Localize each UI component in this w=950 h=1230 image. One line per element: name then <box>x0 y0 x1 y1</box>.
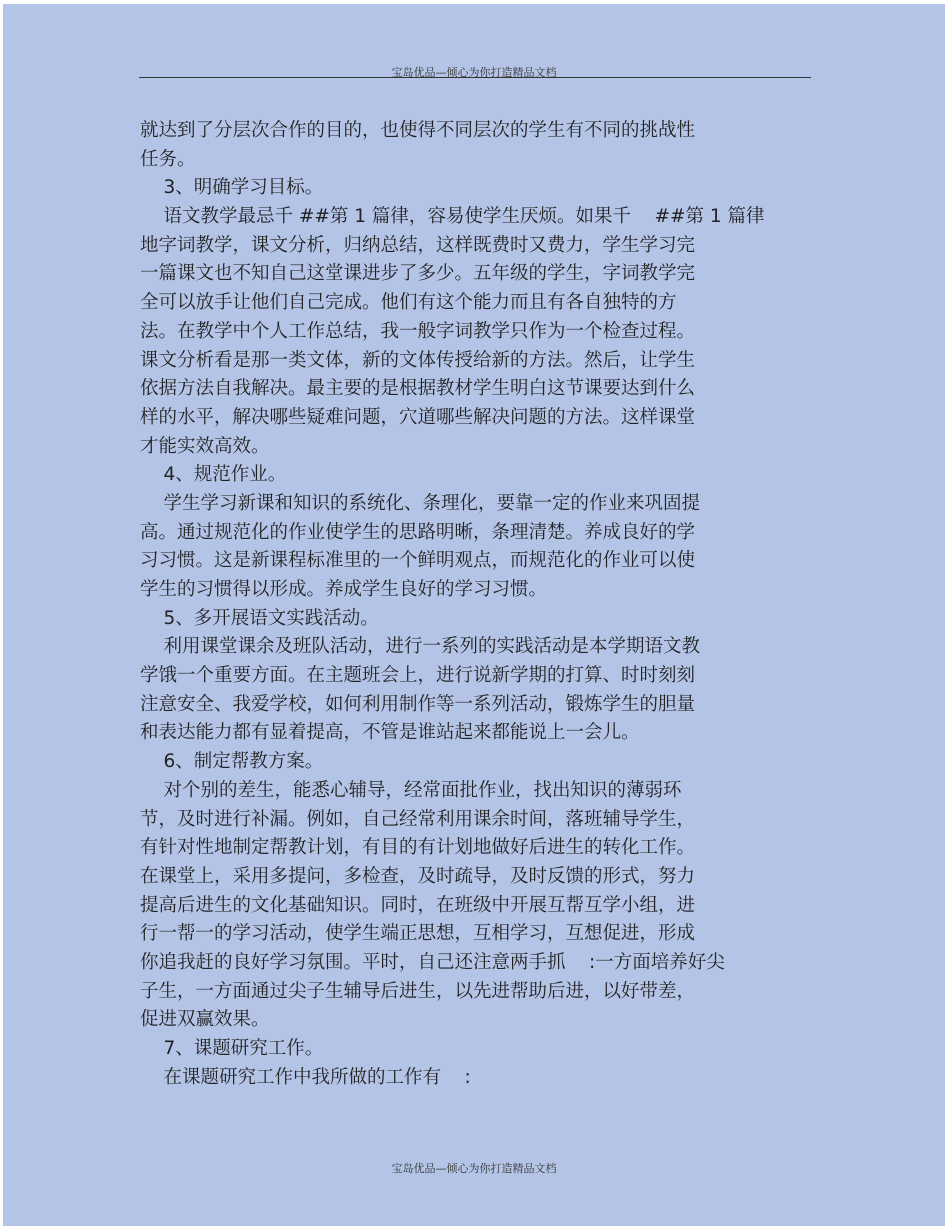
text-line: 有针对性地制定帮教计划，有目的有计划地做好后进生的转化工作。 <box>140 837 696 859</box>
text-line: 子生，一方面通过尖子生辅导后进生，以先进帮助后进，以好带差， <box>140 980 696 1002</box>
text-line: 地字词教学，课文分析，归纳总结，这样既费时又费力，学生学习完 <box>140 234 696 256</box>
text-line: 高。通过规范化的作业使学生的思路明晰，条理清楚。养成良好的学 <box>140 521 696 543</box>
section-heading: 3、明确学习目标。 <box>140 177 324 199</box>
text-line: 和表达能力都有显着提高，不管是谁站起来都能说上一会儿。 <box>140 722 640 744</box>
text-line: 依据方法自我解决。最主要的是根据教材学生明白这节课要达到什么 <box>140 378 696 400</box>
text-line: 全可以放手让他们自己完成。他们有这个能力而且有各自独特的方 <box>140 292 677 314</box>
document-page <box>3 4 945 1226</box>
page-header: 宝岛优品—倾心为你打造精品文档 <box>391 66 557 79</box>
section-heading: 6、制定帮教方案。 <box>140 751 324 773</box>
text-line: 节，及时进行补漏。例如，自己经常利用课余时间，落班辅导学生， <box>140 808 696 830</box>
section-heading: 4、规范作业。 <box>140 464 287 486</box>
text-line: 就达到了分层次合作的目的，也使得不同层次的学生有不同的挑战性 <box>140 120 696 141</box>
text-line: 习习惯。这是新课程标准里的一个鲜明观点，而规范化的作业可以使 <box>140 550 696 572</box>
text-line: 注意安全、我爱学校，如何利用制作等一系列活动，锻炼学生的胆量 <box>140 693 696 715</box>
text-line: 提高后进生的文化基础知识。同时，在班级中开展互帮互学小组，进 <box>140 894 696 916</box>
text-line: 样的水平，解决哪些疑难问题，穴道哪些解决问题的方法。这样课堂 <box>140 406 696 428</box>
text-line: 对个别的差生，能悉心辅导，经常面批作业，找出知识的薄弱环 <box>140 779 682 801</box>
section-heading: 7、课题研究工作。 <box>140 1038 324 1059</box>
text-line: 在课题研究工作中我所做的工作有 : <box>140 1066 471 1088</box>
text-line: 学生的习惯得以形成。养成学生良好的学习习惯。 <box>140 579 548 600</box>
text-line: 语文教学最忌千 ##第 1 篇律，容易使学生厌烦。如果千 ##第 1 篇律 <box>140 206 765 228</box>
text-line: 学饿一个重要方面。在主题班会上，进行说新学期的打算、时时刻刻 <box>140 665 696 687</box>
text-line: 利用课堂课余及班队活动，进行一系列的实践活动是本学期语文教 <box>140 636 701 658</box>
text-line: 促进双赢效果。 <box>140 1009 270 1031</box>
text-line: 行一帮一的学习活动，使学生端正思想，互相学习，互想促进，形成 <box>140 923 696 945</box>
text-line: 法。在教学中个人工作总结，我一般字词教学只作为一个检查过程。 <box>140 320 696 342</box>
header-divider <box>139 77 811 78</box>
text-line: 在课堂上，采用多提问，多检查，及时疏导，及时反馈的形式，努力 <box>140 865 696 887</box>
text-line: 一篇课文也不知自己这堂课进步了多少。五年级的学生，字词教学完 <box>140 263 696 285</box>
text-line: 你追我赶的良好学习氛围。平时，自己还注意两手抓 :一方面培养好尖 <box>140 951 725 973</box>
text-line: 任务。 <box>140 148 196 170</box>
text-line: 才能实效高效。 <box>140 435 270 457</box>
section-heading: 5、多开展语文实践活动。 <box>140 607 379 629</box>
page-footer: 宝岛优品—倾心为你打造精品文档 <box>391 1162 557 1175</box>
text-line: 课文分析看是那一类文体，新的文体传授给新的方法。然后，让学生 <box>140 349 696 371</box>
text-line: 学生学习新课和知识的系统化、条理化，要靠一定的作业来巩固提 <box>140 492 701 514</box>
document-body <box>140 117 820 1092</box>
